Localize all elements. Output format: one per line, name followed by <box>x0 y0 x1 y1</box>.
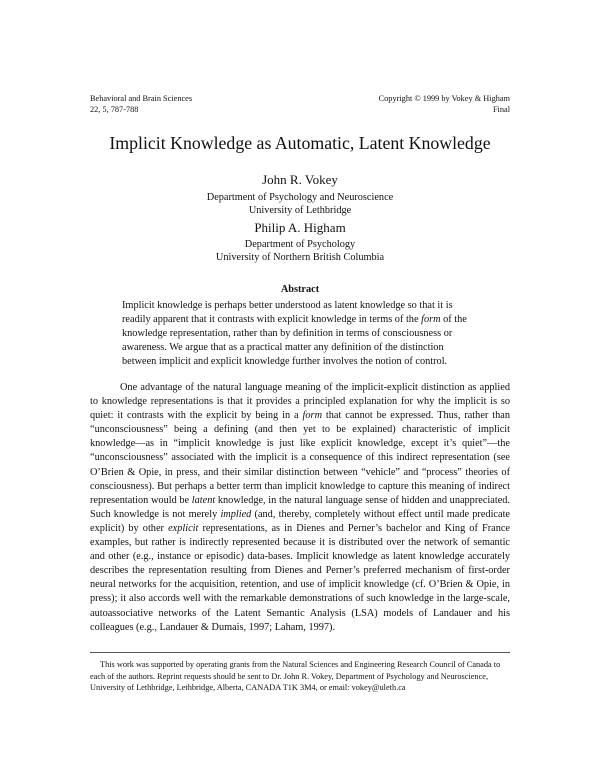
author-department: Department of Psychology <box>244 239 356 250</box>
emphasis: explicit <box>168 522 199 534</box>
copyright-notice: Copyright © 1999 by Vokey & Higham <box>378 94 510 103</box>
footnote <box>90 659 510 694</box>
author-department: Department of Psychology and Neuroscience <box>206 192 394 203</box>
running-header-right <box>379 93 510 115</box>
running-header-left <box>90 93 192 115</box>
author-university: University of Northern British Columbia <box>215 252 385 263</box>
author-affiliation <box>0 191 600 217</box>
footnote-text: This work was supported by operating grants from the Natural Sciences and Engineering Research Council of Canada to each of the authors. Reprint requests should be sent to Dr. John R. Vokey, Department of Psychology and Neuroscience, University of Lethbridge, Lethbridge, Alberta, CANADA T1K 3M4, or email: vokey@uleth.ca <box>90 660 501 692</box>
emphasis: latent <box>191 494 216 506</box>
author-university: University of Lethbridge <box>248 205 352 216</box>
abstract-text: Implicit knowledge is perhaps better understood as latent knowledge so that it is readily apparent that it contrasts with explicit knowledge in terms of the form of the knowledge representation, rather than by definition in terms of consciousness or awareness. We argue that as a practical matter any definition of the distinction between implicit and explicit knowledge further involves the notion of control. <box>122 300 467 367</box>
emphasis: form <box>421 314 441 325</box>
emphasis: form <box>302 410 322 422</box>
body-paragraph: One advantage of the natural language meaning of the implicit-explicit distinction as applied to knowledge representations is that it provides a principled explanation for why the implicit is so quiet: it contrasts with the explicit by being in a form that cannot be expressed. Thus, rather than “unconsciousness” being a defining (and then yet to be explained) characteristic of implicit knowledge—as in “implicit knowledge is just like explicit knowledge, except it’s quiet”—the “unconsciousness” associated with the implicit is a consequence of this indirect representation (see O’Brien & Opie, in press, and their similar distinction between “vehicle” and “process” theories of consciousness). But perhaps a better term than implicit knowledge to capture this meaning of indirect representation would be latent knowledge, in the natural language sense of hidden and unappreciated. Such knowledge is not merely implied (and, thereby, completely without effect until made predicate explicit) by other explicit representations, as in Dienes and Perner’s bachelor and King of France examples, but rather is indirectly represented because it is distributed over the network of semantic and other (e.g., instance or episodic) data-bases. Implicit knowledge as latent knowledge accurately describes the representation resulting from Dienes and Perner’s preferred mechanism of first-order neural networks for the acquisition, retention, and use of implicit knowledge (cf. O’Brien & Opie, in press); it also accords well with the remarkable demonstrations of such knowledge in the large-scale, autoassociative networks of the Latent Semantic Analysis (LSA) models of Landauer and his colleagues (e.g., Landauer & Dumais, 1997; Laham, 1997). <box>90 382 511 633</box>
author-name: John R. Vokey <box>262 172 338 187</box>
paper-title: Implicit Knowledge as Automatic, Latent Knowledge <box>109 133 491 153</box>
abstract-heading: Abstract <box>280 284 320 295</box>
author-affiliation <box>0 238 600 264</box>
footnote-rule <box>90 652 510 653</box>
version-status: Final <box>492 105 510 114</box>
author-name: Philip A. Higham <box>254 220 346 235</box>
journal-volume: 22, 5, 787-788 <box>90 105 139 114</box>
body-text <box>90 381 510 635</box>
emphasis: implied <box>220 508 252 520</box>
journal-name: Behavioral and Brain Sciences <box>90 94 193 103</box>
